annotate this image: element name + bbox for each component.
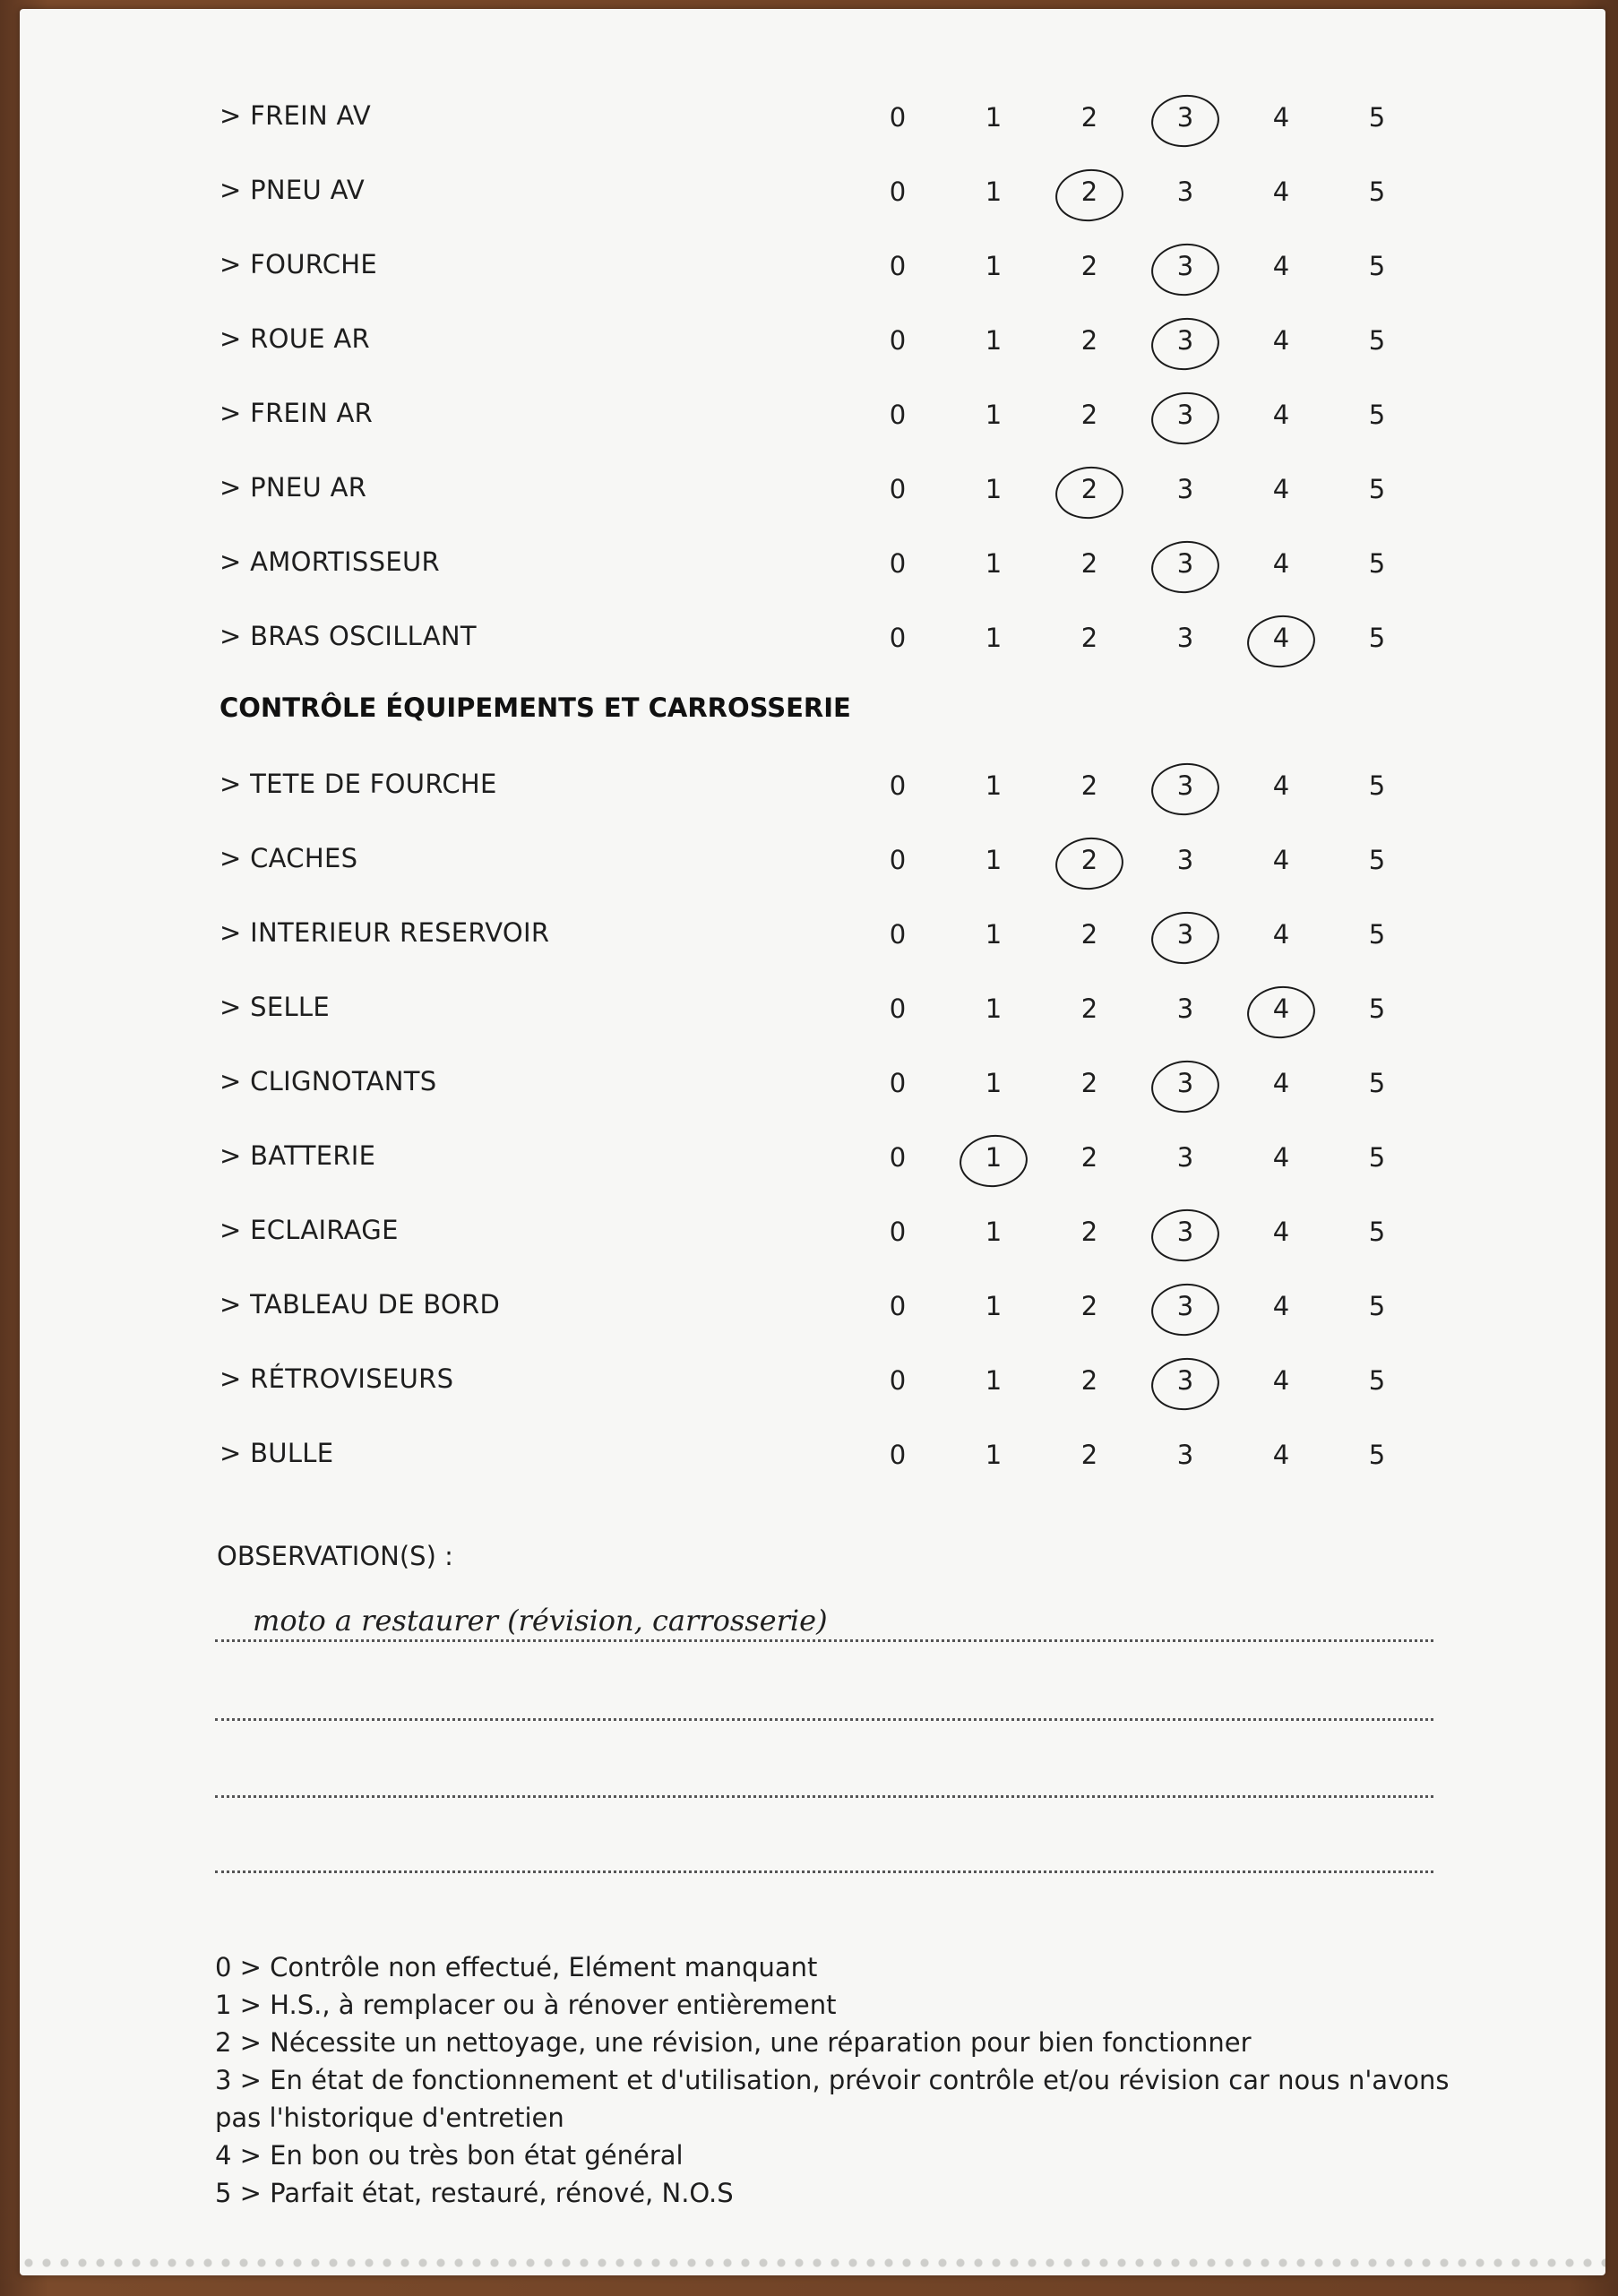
- score-legend: [215, 1948, 1451, 2212]
- inspection-sheet: [20, 9, 1605, 2275]
- score-option-circled[interactable]: 2: [1071, 176, 1107, 207]
- score-option[interactable]: 3: [1176, 993, 1194, 1024]
- score-option[interactable]: 1: [985, 1217, 1003, 1247]
- score-option[interactable]: 1: [985, 623, 1003, 653]
- score-option[interactable]: 0: [889, 1365, 907, 1396]
- checklist-row: [20, 385, 1605, 439]
- score-option[interactable]: 4: [1272, 1440, 1290, 1470]
- row-label: > ECLAIRAGE: [219, 1215, 399, 1245]
- checklist-row: [20, 1202, 1605, 1256]
- score-option[interactable]: 1: [985, 176, 1003, 207]
- score-option-circled[interactable]: 2: [1071, 845, 1107, 875]
- row-label: > BULLE: [219, 1438, 334, 1468]
- score-option[interactable]: 5: [1368, 1440, 1386, 1470]
- row-label: > TABLEAU DE BORD: [219, 1289, 501, 1320]
- score-option[interactable]: 0: [889, 474, 907, 504]
- checklist-row: [20, 608, 1605, 662]
- score-option[interactable]: 0: [889, 1142, 907, 1173]
- score-option[interactable]: 5: [1368, 548, 1386, 579]
- score-option[interactable]: 0: [889, 102, 907, 133]
- score-option[interactable]: 5: [1368, 1365, 1386, 1396]
- score-option[interactable]: 4: [1272, 1068, 1290, 1098]
- score-option[interactable]: 1: [985, 845, 1003, 875]
- score-option[interactable]: 1: [985, 1291, 1003, 1321]
- row-label: > SELLE: [219, 992, 330, 1022]
- checklist-row: [20, 1277, 1605, 1330]
- score-option-circled[interactable]: 4: [1263, 623, 1299, 653]
- score-option[interactable]: 5: [1368, 251, 1386, 281]
- score-option[interactable]: 4: [1272, 474, 1290, 504]
- checklist-row: [20, 236, 1605, 290]
- score-option[interactable]: 3: [1176, 176, 1194, 207]
- score-option[interactable]: 4: [1272, 1291, 1290, 1321]
- score-option[interactable]: 3: [1176, 623, 1194, 653]
- score-option[interactable]: 0: [889, 1440, 907, 1470]
- score-option[interactable]: 1: [985, 770, 1003, 801]
- score-option[interactable]: 4: [1272, 919, 1290, 950]
- score-option[interactable]: 0: [889, 845, 907, 875]
- score-option[interactable]: 4: [1272, 770, 1290, 801]
- score-option[interactable]: 1: [985, 993, 1003, 1024]
- score-option[interactable]: 2: [1080, 1217, 1098, 1247]
- score-option[interactable]: 1: [985, 919, 1003, 950]
- score-option[interactable]: 1: [985, 1440, 1003, 1470]
- score-option[interactable]: 3: [1176, 845, 1194, 875]
- score-option[interactable]: 1: [985, 474, 1003, 504]
- score-option[interactable]: 0: [889, 325, 907, 356]
- score-option-circled[interactable]: 2: [1071, 474, 1107, 504]
- observation-line-2: [215, 1693, 1433, 1721]
- score-option[interactable]: 1: [985, 251, 1003, 281]
- score-option[interactable]: 4: [1272, 102, 1290, 133]
- score-option[interactable]: 0: [889, 251, 907, 281]
- score-option[interactable]: 2: [1080, 400, 1098, 430]
- row-label: > INTERIEUR RESERVOIR: [219, 917, 550, 948]
- row-label: > CLIGNOTANTS: [219, 1066, 437, 1096]
- score-option-circled[interactable]: 3: [1167, 1291, 1203, 1321]
- score-option-circled[interactable]: 3: [1167, 919, 1203, 950]
- checklist-row: [20, 830, 1605, 884]
- row-label: > ROUE AR: [219, 323, 370, 354]
- checklist-row: [20, 1351, 1605, 1405]
- row-label: > PNEU AR: [219, 472, 367, 503]
- row-label: > RÉTROVISEURS: [219, 1363, 454, 1394]
- score-option[interactable]: 4: [1272, 325, 1290, 356]
- row-label: > PNEU AV: [219, 175, 365, 205]
- score-option[interactable]: 4: [1272, 1142, 1290, 1173]
- checklist-row: [20, 88, 1605, 142]
- score-option[interactable]: 4: [1272, 251, 1290, 281]
- score-option[interactable]: 0: [889, 919, 907, 950]
- score-option[interactable]: 0: [889, 993, 907, 1024]
- row-label: > FOURCHE: [219, 249, 378, 279]
- score-option[interactable]: 0: [889, 400, 907, 430]
- score-option[interactable]: 5: [1368, 325, 1386, 356]
- score-option-circled[interactable]: 3: [1167, 1068, 1203, 1098]
- section-title: CONTRÔLE ÉQUIPEMENTS ET CARROSSERIE: [219, 692, 851, 723]
- score-option[interactable]: 5: [1368, 770, 1386, 801]
- checklist-row: [20, 460, 1605, 513]
- score-option[interactable]: 5: [1368, 176, 1386, 207]
- score-option[interactable]: 1: [985, 548, 1003, 579]
- score-option[interactable]: 2: [1080, 1068, 1098, 1098]
- score-option[interactable]: 5: [1368, 845, 1386, 875]
- legend-item: 5 > Parfait état, restauré, rénové, N.O.S: [215, 2178, 734, 2208]
- checklist-row: [20, 1128, 1605, 1182]
- score-option-circled[interactable]: 3: [1167, 548, 1203, 579]
- score-option[interactable]: 0: [889, 1217, 907, 1247]
- score-option[interactable]: 5: [1368, 623, 1386, 653]
- score-option[interactable]: 5: [1368, 1217, 1386, 1247]
- score-option[interactable]: 5: [1368, 1068, 1386, 1098]
- score-option-circled[interactable]: 3: [1167, 770, 1203, 801]
- score-option[interactable]: 3: [1176, 474, 1194, 504]
- row-label: > FREIN AR: [219, 398, 374, 428]
- row-label: > TETE DE FOURCHE: [219, 769, 497, 799]
- score-option[interactable]: 4: [1272, 845, 1290, 875]
- score-option[interactable]: 2: [1080, 1142, 1098, 1173]
- score-option[interactable]: 4: [1272, 1217, 1290, 1247]
- score-option[interactable]: 0: [889, 623, 907, 653]
- score-option-circled[interactable]: 3: [1167, 1217, 1203, 1247]
- score-option[interactable]: 2: [1080, 325, 1098, 356]
- score-option[interactable]: 0: [889, 176, 907, 207]
- score-option[interactable]: 1: [985, 325, 1003, 356]
- score-option[interactable]: 4: [1272, 176, 1290, 207]
- score-option[interactable]: 3: [1176, 1142, 1194, 1173]
- legend-item: 1 > H.S., à remplacer ou à rénover entièrement: [215, 1990, 837, 2020]
- checklist-row: [20, 905, 1605, 959]
- score-option[interactable]: 4: [1272, 548, 1290, 579]
- score-option[interactable]: 0: [889, 770, 907, 801]
- legend-item: 2 > Nécessite un nettoyage, une révision, une réparation pour bien fonctionner: [215, 2027, 1252, 2058]
- score-option[interactable]: 2: [1080, 1365, 1098, 1396]
- score-option[interactable]: 4: [1272, 1365, 1290, 1396]
- score-option[interactable]: 1: [985, 400, 1003, 430]
- score-option[interactable]: 2: [1080, 919, 1098, 950]
- observations-label: OBSERVATION(S) :: [217, 1541, 453, 1571]
- legend-item: 4 > En bon ou très bon état général: [215, 2140, 684, 2171]
- row-label: > CACHES: [219, 843, 358, 873]
- score-option-circled[interactable]: 1: [976, 1142, 1011, 1173]
- checklist-row: [20, 534, 1605, 588]
- score-option[interactable]: 1: [985, 1365, 1003, 1396]
- score-option[interactable]: 5: [1368, 474, 1386, 504]
- score-option[interactable]: 3: [1176, 1440, 1194, 1470]
- score-option[interactable]: 0: [889, 1291, 907, 1321]
- observation-line-3: [215, 1770, 1433, 1798]
- score-option[interactable]: 2: [1080, 993, 1098, 1024]
- row-label: > AMORTISSEUR: [219, 546, 440, 577]
- score-option[interactable]: 2: [1080, 1440, 1098, 1470]
- row-label: > BRAS OSCILLANT: [219, 621, 477, 651]
- score-option-circled[interactable]: 3: [1167, 1365, 1203, 1396]
- score-option-circled[interactable]: 3: [1167, 251, 1203, 281]
- score-option[interactable]: 5: [1368, 993, 1386, 1024]
- score-option[interactable]: 5: [1368, 400, 1386, 430]
- row-label: > FREIN AV: [219, 100, 371, 131]
- checklist-row: [20, 311, 1605, 365]
- score-option[interactable]: 2: [1080, 102, 1098, 133]
- score-option[interactable]: 2: [1080, 251, 1098, 281]
- score-option[interactable]: 5: [1368, 1291, 1386, 1321]
- score-option[interactable]: 1: [985, 1068, 1003, 1098]
- score-option[interactable]: 0: [889, 1068, 907, 1098]
- checklist-row: [20, 162, 1605, 216]
- score-option[interactable]: 2: [1080, 1291, 1098, 1321]
- score-option[interactable]: 2: [1080, 548, 1098, 579]
- score-option-circled[interactable]: 4: [1263, 993, 1299, 1024]
- legend-item: 0 > Contrôle non effectué, Elément manquant: [215, 1952, 818, 1982]
- checklist-row: [20, 756, 1605, 810]
- score-option[interactable]: 2: [1080, 623, 1098, 653]
- row-label: > BATTERIE: [219, 1140, 376, 1171]
- score-option[interactable]: 5: [1368, 1142, 1386, 1173]
- checklist-row: [20, 1425, 1605, 1479]
- score-option[interactable]: 2: [1080, 770, 1098, 801]
- legend-item: 3 > En état de fonctionnement et d'utilisation, prévoir contrôle et/ou révision car nous n'avons pas l'historique d'entretien: [215, 2065, 1450, 2133]
- score-option[interactable]: 0: [889, 548, 907, 579]
- score-option-circled[interactable]: 3: [1167, 325, 1203, 356]
- observation-handwriting: moto a restaurer (révision, carrosserie): [253, 1604, 828, 1638]
- score-option-circled[interactable]: 3: [1167, 400, 1203, 430]
- checklist-row: [20, 1053, 1605, 1107]
- score-option[interactable]: 1: [985, 102, 1003, 133]
- observation-line-4: [215, 1845, 1433, 1873]
- score-option[interactable]: 5: [1368, 919, 1386, 950]
- checklist-row: [20, 979, 1605, 1033]
- score-option-circled[interactable]: 3: [1167, 102, 1203, 133]
- sleeve-perforation: [20, 2256, 1605, 2270]
- score-option[interactable]: 4: [1272, 400, 1290, 430]
- score-option[interactable]: 5: [1368, 102, 1386, 133]
